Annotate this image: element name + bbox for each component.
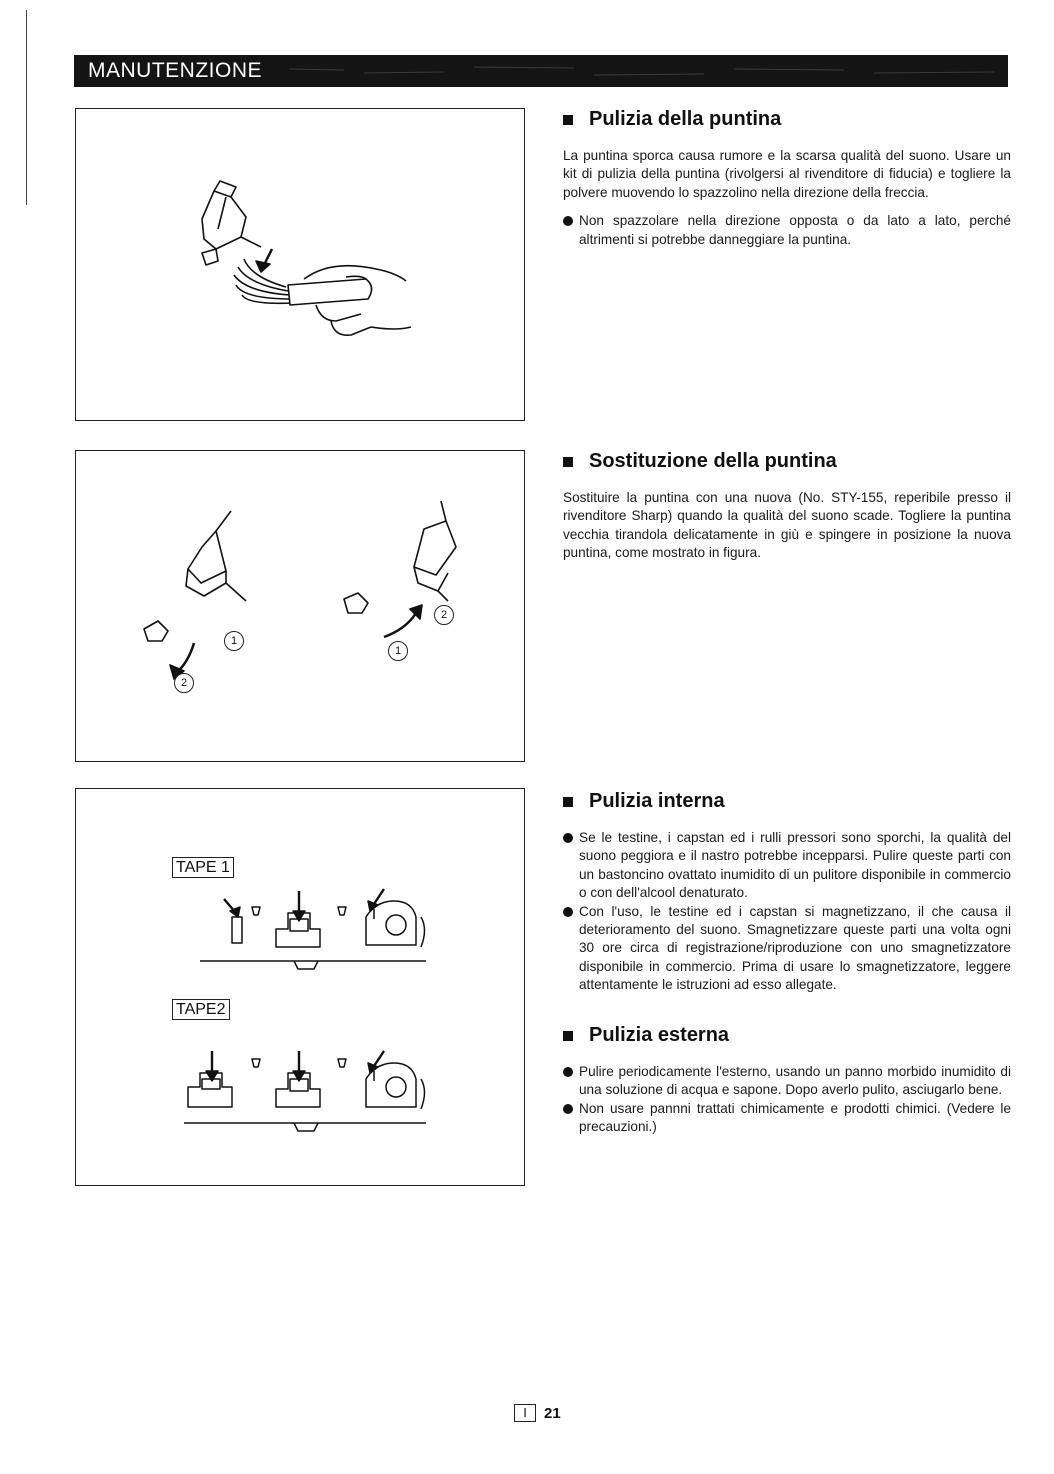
tape2-label: TAPE2 xyxy=(172,999,230,1020)
stylus-replacement-title: Sostituzione della puntina xyxy=(589,450,837,472)
page-footer xyxy=(514,1404,561,1422)
square-bullet-icon xyxy=(563,457,573,467)
step-number-2-left: 2 xyxy=(174,673,194,693)
tape-deck-illustration xyxy=(76,789,526,1187)
external-cleaning-bullets xyxy=(563,1063,1011,1137)
figure-stylus-replacement xyxy=(75,450,525,762)
step-number-1-right: 1 xyxy=(388,641,408,661)
section-title xyxy=(563,450,1011,473)
step-number-1-left: 1 xyxy=(224,631,244,651)
bullet-item: Con l'uso, le testine ed i capstan si magnetizzano, il che causa il deterioramento del suono. Smagnetizzare queste parti una volta ogni 30 ore circa di registrazione/riproduzione con uno smagnetizzatore disponibile in commercio. Prima di usare lo smagnetizzatore, leggere attentamente le istruzioni ad esso allegate. xyxy=(563,903,1011,995)
section-internal-cleaning xyxy=(563,790,1011,1009)
stylus-cleaning-bullets xyxy=(563,212,1011,249)
square-bullet-icon xyxy=(563,1031,573,1041)
section-header-title: MANUTENZIONE xyxy=(88,59,262,82)
tape1-label: TAPE 1 xyxy=(172,857,234,878)
section-stylus-replacement xyxy=(563,450,1011,573)
bullet-item: Non usare pannni trattati chimicamente e prodotti chimici. (Vedere le precauzioni.) xyxy=(563,1100,1011,1137)
header-texture xyxy=(284,55,1004,87)
margin-rule xyxy=(26,10,27,205)
section-header-bar xyxy=(74,55,1008,87)
step-number-2-right: 2 xyxy=(434,605,454,625)
section-external-cleaning xyxy=(563,1024,1011,1151)
stylus-cleaning-paragraph: La puntina sporca causa rumore e la scarsa qualità del suono. Usare un kit di pulizia della puntina (rivolgersi al rivenditore di fiducia) e togliere la polvere muovendo lo spazzolino nella direzione della freccia. xyxy=(563,148,1011,200)
section-stylus-cleaning xyxy=(563,108,1011,263)
stylus-replacement-illustration xyxy=(76,451,526,763)
stylus-replacement-paragraph: Sostituire la puntina con una nuova (No. STY-155, reperibile presso il rivenditore Sharp) quando la qualità del suono scade. Togliere la puntina vecchia tirandola delicatamente in giù e spingere in posizione la nuova puntina, come mostrato in figura. xyxy=(563,490,1011,561)
square-bullet-icon xyxy=(563,797,573,807)
internal-cleaning-bullets xyxy=(563,829,1011,995)
section-title xyxy=(563,108,1011,131)
section-title xyxy=(563,790,1011,813)
page-number: 21 xyxy=(544,1404,561,1422)
bullet-item: Se le testine, i capstan ed i rulli pressori sono sporchi, la qualità del suono peggiora e il nastro potrebbe incepparsi. Pulire queste parti con un bastoncino ovattato inumidito di un pulitore disponibile in commercio o con dell'alcool denaturato. xyxy=(563,829,1011,903)
figure-tape-heads xyxy=(75,788,525,1186)
section-title xyxy=(563,1024,1011,1047)
stylus-brush-illustration xyxy=(76,109,526,422)
external-cleaning-title: Pulizia esterna xyxy=(589,1024,730,1046)
square-bullet-icon xyxy=(563,115,573,125)
stylus-cleaning-title: Pulizia della puntina xyxy=(589,108,782,130)
figure-stylus-cleaning xyxy=(75,108,525,421)
internal-cleaning-title: Pulizia interna xyxy=(589,790,725,812)
bullet-item: Non spazzolare nella direzione opposta o da lato a lato, perché altrimenti si potrebbe danneggiare la puntina. xyxy=(563,212,1011,249)
language-code: I xyxy=(514,1404,536,1422)
bullet-item: Pulire periodicamente l'esterno, usando un panno morbido inumidito di una soluzione di acqua e sapone. Dopo averlo pulito, asciugarlo bene. xyxy=(563,1063,1011,1100)
